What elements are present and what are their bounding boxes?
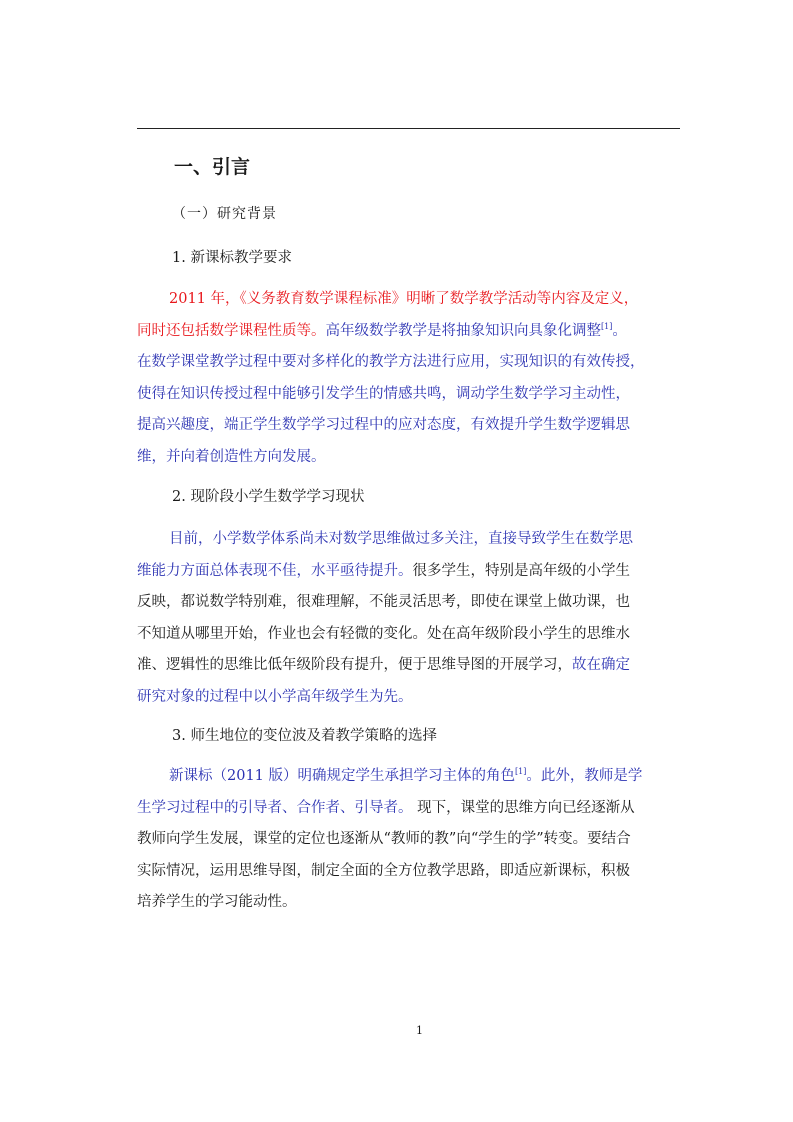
subheading-current-learning-status: 2. 现阶段小学生数学学习现状 [172,489,365,505]
text-span: 反映，都说数学特别难，很难理解，不能灵活思考，即使在课堂上做功课，也 [137,594,630,610]
text-span: 维能力方面总体表现不佳，水平亟待提升。 [137,562,413,579]
text-span: 。此外，教师是学 [526,768,643,784]
text-span: 生学习过程中的引导者、合作者、引导者。 [137,799,413,816]
paragraph-line [137,587,682,619]
text-span: 很多学生，特别是高年级的小学生 [412,562,630,579]
page-number: 1 [416,1024,423,1037]
text-span: 。 [612,322,627,339]
paragraph-line [137,442,682,474]
text-span: 新课标（2011 版）明确规定学生承担学习主体的角色 [169,768,516,784]
text-span: 故在确定 [572,657,630,673]
subheading-teacher-student-roles: 3. 师生地位的变位波及着教学策略的选择 [172,728,437,744]
text-span: 不知道从哪里开始，作业也会有轻微的变化。处在高年级阶段小学生的思维水 [137,625,630,642]
paragraph-line [137,793,682,825]
citation-marker: [1] [515,767,527,776]
subheading-new-curriculum: 1. 新课标教学要求 [172,250,292,266]
text-span: 培养学生的学习能动性。 [137,894,297,910]
paragraph-line [137,379,682,411]
text-span: 教师向学生发展，课堂的定位也逐渐从“教师的教”向“学生的学”转变。要结合 [137,831,631,847]
paragraph-line [137,761,682,793]
text-span: 在数学课堂教学过程中要对多样化的教学方法进行应用，实现知识的有效传授， [137,354,645,370]
text-span: 同时还包括数学课程性质等。 [137,322,326,339]
paragraph-line [137,619,682,651]
paragraph-line [137,824,682,856]
text-span: 准、逻辑性的思维比低年级阶段有提升，便于思维导图的开展学习， [137,657,572,673]
paragraph-line [137,556,682,588]
paragraph-line [137,284,682,316]
text-span: 实际情况，运用思维导图，制定全面的全方位教学思路，即适应新课标，积极 [137,862,630,879]
paragraph-teacher-student-roles [137,761,682,919]
paragraph-new-curriculum [137,284,682,473]
paragraph-line [137,650,682,682]
text-span: 使得在知识传授过程中能够引发学生的情感共鸣，调动学生数学学习主动性， [137,385,630,402]
paragraph-line [137,856,682,888]
header-rule [137,128,680,129]
citation-marker: [1] [601,321,613,331]
paragraph-line [137,887,682,919]
text-span: 2011 年，《义务教育数学课程标准》明晰了数学教学活动等内容及定义， [169,291,639,307]
section-heading-introduction: 一、引言 [174,156,251,178]
text-span: 高年级数学教学是将抽象知识向具象化调整 [325,322,601,339]
text-span: 目前，小学数学体系尚未对数学思维做过多关注，直接导致学生在数学思 [169,531,633,547]
subsection-heading-research-background: （一）研究背景 [172,206,277,222]
paragraph-line [137,524,682,556]
text-span: 研究对象的过程中以小学高年级学生为先。 [137,688,413,705]
text-span: 维，并向着创造性方向发展。 [137,448,326,465]
paragraph-line [137,347,682,379]
paragraph-line [137,410,682,442]
paragraph-line [137,682,682,714]
paragraph-current-learning-status [137,524,682,713]
text-span: 现下，课堂的思维方向已经逐渐从 [412,799,635,816]
text-span: 提高兴趣度，端正学生数学学习过程中的应对态度，有效提升学生数学逻辑思 [137,417,630,433]
paragraph-line [137,316,682,348]
